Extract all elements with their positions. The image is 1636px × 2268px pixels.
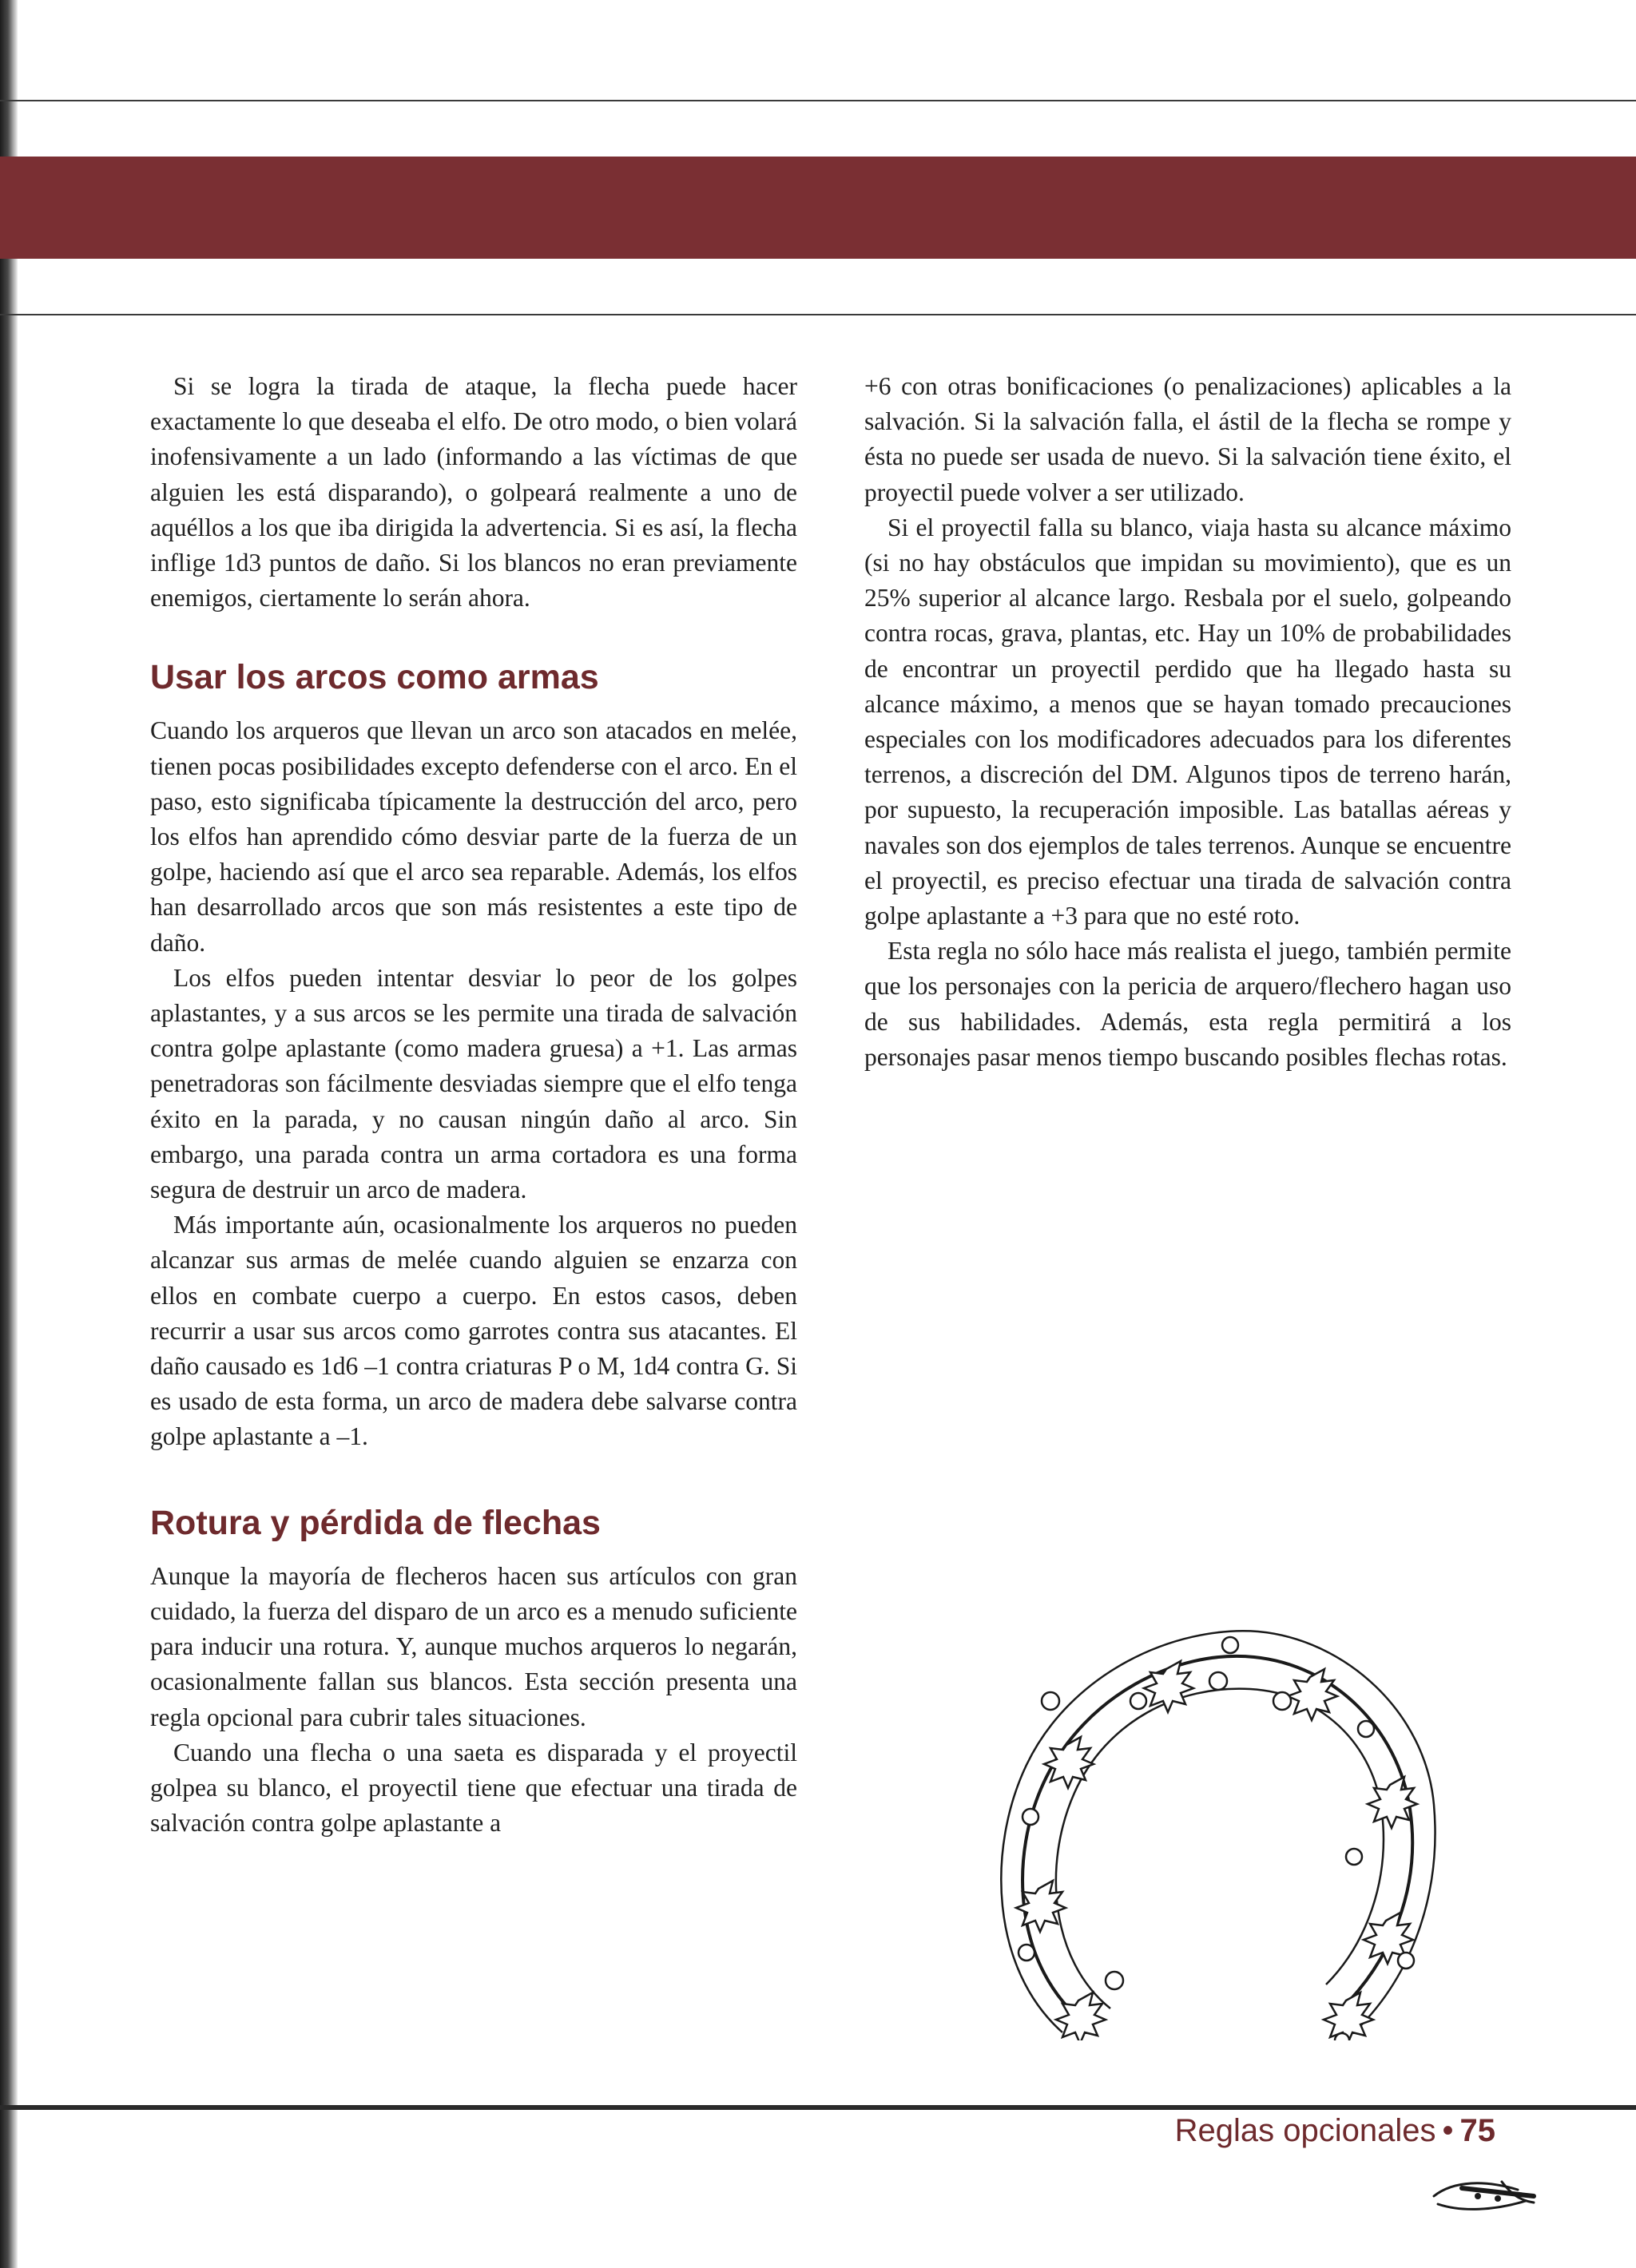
header-rule <box>0 100 1636 101</box>
section-heading-rotura: Rotura y pérdida de flechas <box>150 1503 601 1542</box>
intro-paragraph: Si se logra la tirada de ataque, la flecha puede hacer exactamente lo que deseaba el elfo. De otro modo, o bien volará inofensivamente a un lado (informando a las víctimas de que alguien les está disparando), o golpeará realmente a uno de aquéllos a los que iba dirigida la advertencia. Si es así, la flecha inflige 1d3 puntos de daño. Si los blancos no eran previamente enemigos, ciertamente lo serán ahora. <box>150 372 797 613</box>
page-number: 75 <box>1459 2113 1495 2148</box>
right-paragraph-1: +6 con otras bonificaciones (o penalizaciones) aplicables a la salvación. Si la salvación falla, el ástil de la flecha se rompe y ésta no puede ser usada de nuevo. Si la salvación tiene éxito, el proyectil puede volver a ser utilizado. <box>864 372 1511 506</box>
header-underline <box>0 314 1636 315</box>
right-paragraph-3: Esta regla no sólo hace más realista el juego, también permite que los personajes con la pericia de arquero/flechero hagan uso de sus habilidades. Además, esta regla permitirá a los personajes pasar menos tiempo buscando posibles flechas rotas. <box>864 937 1511 1071</box>
section-heading-arcos: Usar los arcos como armas <box>150 658 599 697</box>
rotura-paragraph-1: Aunque la mayoría de flecheros hacen sus artículos con gran cuidado, la fuerza del disparo de un arco es a menudo suficiente para inducir una rotura. Y, aunque muchos arqueros lo negarán, ocasionalmente fallan sus blancos. Esta sección presenta una regla opcional para cubrir tales situaciones. <box>150 1561 797 1731</box>
arcos-paragraph-2: Los elfos pueden intentar desviar lo peor de los golpes aplastantes, y a sus arcos se les permite una tirada de salvación contra golpe aplastante (como madera gruesa) a +1. Las armas penetradoras son fácilmente desviadas siempre que el elfo tenga éxito en la parada, y no causan ningún daño al arco. Sin embargo, una parada contra un arma cortadora es una forma segura de destruir un arco de madera. <box>150 963 797 1204</box>
arcos-paragraph-1: Cuando los arqueros que llevan un arco son atacados en melée, tienen pocas posibilidades excepto defenderse con el arco. En el paso, esto significaba típicamente la destrucción del arco, pero los elfos han aprendido cómo desviar parte de la fuerza de un golpe, haciendo así que el arco sea reparable. Además, los elfos han desarrollado arcos que son más resistentes a este tipo de daño. <box>150 716 797 957</box>
right-column <box>864 369 1511 1075</box>
footer-rule <box>0 2105 1636 2110</box>
footer-chapter: Reglas opcionales <box>1174 2113 1436 2148</box>
arcos-paragraph-3: Más importante aún, ocasionalmente los arqueros no pueden alcanzar sus armas de melée cuando alguien se enzarza con ellos en combate cuerpo a cuerpo. En estos casos, deben recurrir a usar sus arcos como garrotes contra sus atacantes. El daño causado es 1d6 –1 contra criaturas P o M, 1d4 contra G. Si es usado de esta forma, un arco de madera debe salvarse contra golpe aplastante a –1. <box>150 1211 797 1451</box>
footer-running-title <box>1175 2113 1495 2149</box>
left-column <box>150 369 797 1841</box>
footer-bullet: • <box>1442 2113 1454 2148</box>
quill-ornament-icon <box>1430 2172 1542 2220</box>
right-paragraph-2: Si el proyectil falla su blanco, viaja hasta su alcance máximo (si no hay obstáculos que impidan su movimiento), que es un 25% superior al alcance largo. Resbala por el suelo, golpeando contra rocas, grava, plantas, etc. Hay un 10% de probabilidades de encontrar un proyectil perdido que ha llegado hasta su alcance máximo, a menos que se hayan tomado precauciones especiales con los modificadores adecuados para los diferentes terrenos, a discreción del DM. Algunos tipos de terreno harán, por supuesto, la recuperación imposible. Las batallas aéreas y navales son dos ejemplos de tales terrenos. Aunque se encuentre el proyectil, es preciso efectuar una tirada de salvación contra golpe aplastante a +3 para que no esté roto. <box>864 513 1512 930</box>
header-banner <box>0 157 1636 259</box>
holly-wreath-illustration <box>991 1625 1438 2040</box>
book-spine-shadow <box>0 0 18 2268</box>
rotura-paragraph-2: Cuando una flecha o una saeta es disparada y el proyectil golpea su blanco, el proyectil tiene que efectuar una tirada de salvación contra golpe aplastante a <box>150 1738 797 1838</box>
